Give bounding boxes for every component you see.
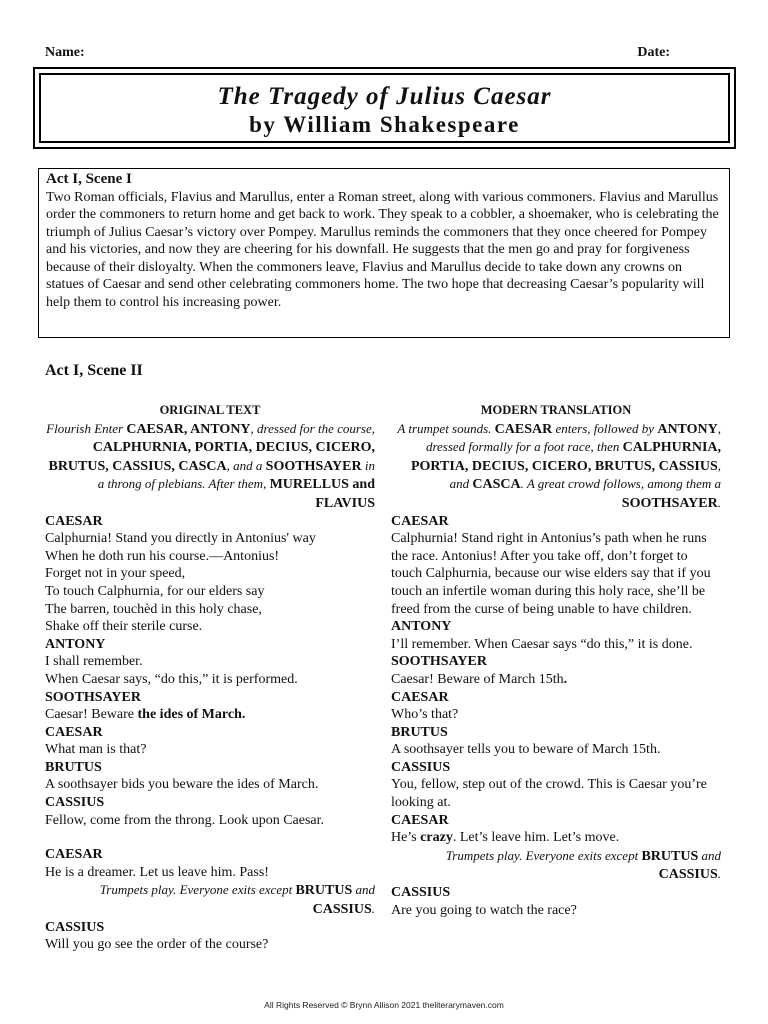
title-box [33,67,736,149]
speaker-name: CAESAR [391,513,449,529]
dialogue-line: Caesar! Beware the ides of March. [45,707,246,723]
original-text-heading: ORIGINAL TEXT [159,403,261,417]
speaker-name: ANTONY [45,636,106,652]
speaker-name: CAESAR [45,513,103,529]
dialogue-line: Who’s that? [391,707,459,723]
title-inner-border [39,73,730,143]
speaker-name: CASSIUS [391,885,451,901]
stage-direction: Trumpets play. Everyone exits except BRUTUS and CASSIUS. [99,882,375,918]
dialogue-line: Forget not in your speed, [45,566,186,582]
dialogue-line: Are you going to watch the race? [391,902,577,918]
dialogue-line: You, fellow, step out of the crowd. This is Caesar you’re looking at. [391,777,707,811]
modern-translation-heading: MODERN TRANSLATION [480,403,632,417]
scene1-heading: Act I, Scene I [46,171,132,187]
speaker-name: ANTONY [391,619,452,635]
dialogue-line: To touch Calphurnia, for our elders say [45,583,265,599]
name-date-row [45,45,670,65]
name-label: Name: [45,45,85,60]
speaker-name: SOOTHSAYER [45,689,141,705]
play-title: The Tragedy of Julius Caesar [217,83,552,110]
speaker-name: BRUTUS [391,724,448,740]
dialogue-line: He’s crazy. Let’s leave him. Let’s move. [391,830,620,846]
dialogue-line: He is a dreamer. Let us leave him. Pass! [45,864,269,880]
speaker-name: CASSIUS [45,795,105,811]
dialogue-line: Shake off their sterile curse. [45,619,203,635]
dialogue-line: The barren, touchèd in this holy chase, [45,601,262,617]
dialogue-line: I shall remember. [45,654,143,670]
stage-direction: Flourish Enter CAESAR, ANTONY, dressed for the course, CALPHURNIA, PORTIA, DECIUS, CICERO, BRUTUS, CASSIUS, CASCA, and a SOOTHSAYER in a throng of plebians. After them, MURELLUS and FLAVIUS [46,420,375,511]
dialogue-line: Calphurnia! Stand you directly in Antonius' way [45,531,316,547]
dialogue-line: What man is that? [45,742,147,758]
dialogue-line: A soothsayer tells you to beware of March 15th. [391,742,661,758]
stage-direction: A trumpet sounds. CAESAR enters, followed by ANTONY, dressed formally for a foot race, then CALPHURNIA, PORTIA, DECIUS, CICERO, BRUTUS, CASSIUS, and CASCA. A great crowd follows, among them a SOOTHSAYER. [397,420,721,511]
dialogue-line: Fellow, come from the throng. Look upon Caesar. [45,812,325,828]
dialogue-line: A soothsayer bids you beware the ides of March. [45,777,319,793]
speaker-name: CAESAR [391,812,449,828]
scene1-summary: Two Roman officials, Flavius and Marullus, enter a Roman street, along with various commoners. Flavius and Marullus order the commoners to return home and get back to work. They speak to a cobbler, a shoemaker, who is celebrating the triumph of Julius Caesar’s victory over Pompey. Marullus reminds the commoners that they once cheered for Pompey and his victories, and now they are cheering for his downfall. He suggests that the men go and pray for forgiveness because of their disloyalty. When the commoners leave, Flavius and Marullus decide to take down any crowns on statues of Caesar and send other celebrating commoners home. The two hope that decreasing Caesar’s popularity will help them to control his increasing power. [46,189,719,310]
stage-direction: Trumpets play. Everyone exits except BRUTUS and CASSIUS. [445,847,721,883]
speaker-name: CAESAR [45,724,103,740]
dialogue-line: When Caesar says, “do this,” it is performed. [45,671,298,687]
speaker-name: CAESAR [391,689,449,705]
speaker-name: SOOTHSAYER [391,654,487,670]
scene1-summary-box [38,168,730,338]
speaker-name: CAESAR [45,847,103,863]
speaker-name: BRUTUS [45,759,102,775]
original-text-column [45,402,375,954]
date-label: Date: [637,45,670,60]
modern-translation-column [391,402,721,919]
spacer [45,829,375,846]
dialogue-line: Caesar! Beware of March 15th. [391,671,568,687]
dialogue-line: Will you go see the order of the course? [45,937,269,953]
speaker-name: CASSIUS [391,759,451,775]
copyright-footer: All Rights Reserved © Brynn Allison 2021 theliterarymaven.com [264,1000,504,1010]
dialogue-line: When he doth run his course.—Antonius! [45,548,280,564]
play-author: by William Shakespeare [249,112,520,137]
dialogue-line: Calphurnia! Stand right in Antonius’s path when he runs the race. Antonius! After you take off, don’t forget to touch Calphurnia, because our wise elders say that if you touch an infertile woman during this holy race, she’ll be freed from the curse of being unable to have children. [391,531,711,617]
speaker-name: CASSIUS [45,919,105,935]
scene2-heading: Act I, Scene II [45,362,143,379]
dialogue-line: I’ll remember. When Caesar says “do this,” it is done. [391,636,693,652]
